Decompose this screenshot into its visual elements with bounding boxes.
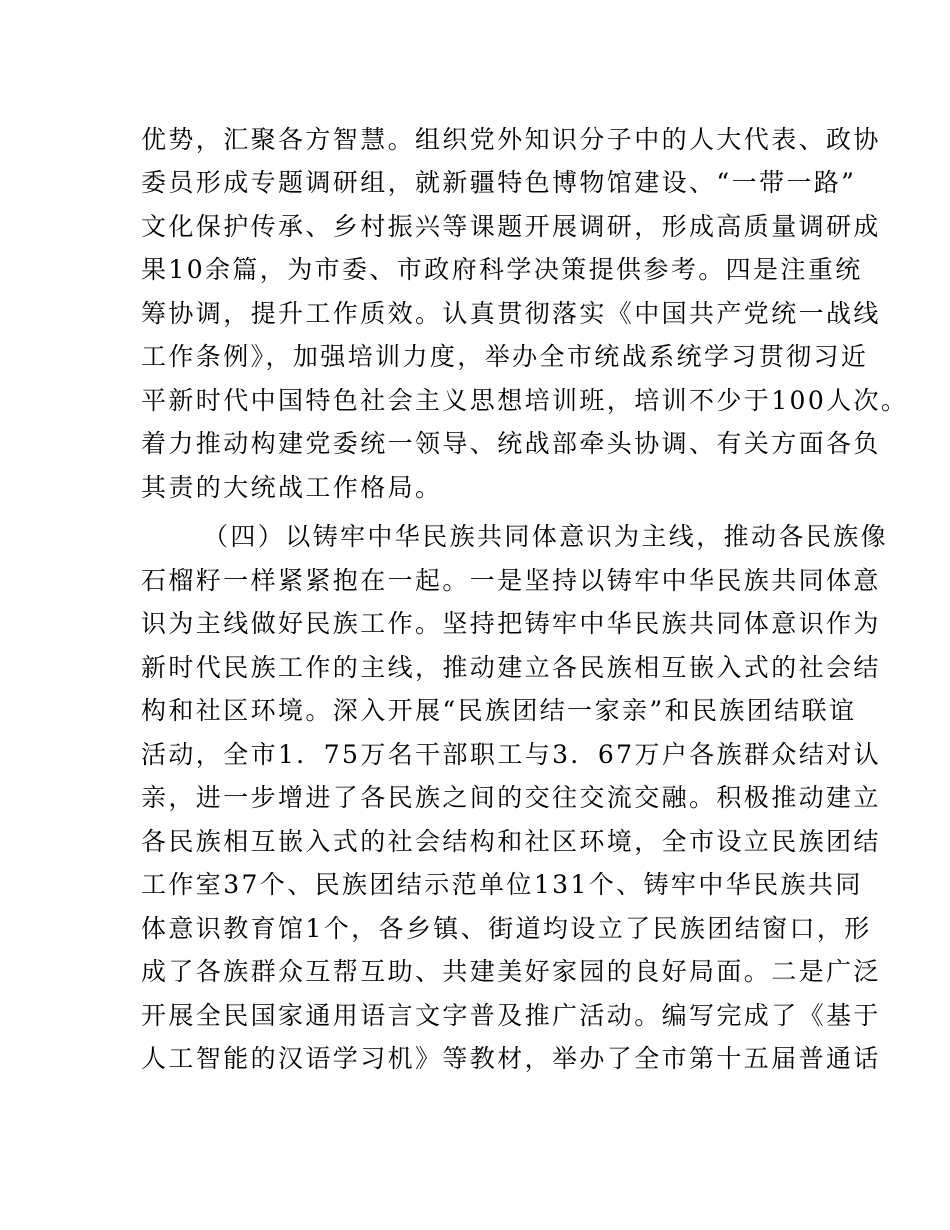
- paragraph-2-line: 人工智能的汉语学习机》等教材，举办了全市第十五届普通话: [141, 1044, 881, 1073]
- paragraph-1-line: 工作条例》，加强培训力度，举办全市统战系统学习贯彻习近: [141, 342, 869, 371]
- paragraph-1-line: 其责的大统战工作格局。: [141, 473, 443, 502]
- paragraph-1-line: 着力推动构建党委统一领导、统战部牵头协调、有关方面各负: [141, 429, 881, 458]
- paragraph-2-line: 各民族相互嵌入式的社会结构和社区环境，全市设立民族团结: [141, 827, 881, 856]
- paragraph-2-line: 新时代民族工作的主线，推动建立各民族相互嵌入式的社会结: [141, 653, 881, 682]
- paragraph-2-line: 亲，进一步增进了各民族之间的交往交流交融。积极推动建立: [141, 783, 881, 812]
- paragraph-2-line: 识为主线做好民族工作。坚持把铸牢中华民族共同体意识作为: [141, 609, 881, 638]
- paragraph-1-line: 委员形成专题调研组，就新疆特色博物馆建设、“一带一路”: [141, 168, 857, 197]
- paragraph-2-line: 石榴籽一样紧紧抱在一起。一是坚持以铸牢中华民族共同体意: [141, 566, 881, 595]
- paragraph-2-line: 成了各族群众互帮互助、共建美好家园的良好局面。二是广泛: [141, 957, 881, 986]
- paragraph-2-line: 体意识教育馆1个，各乡镇、街道均设立了民族团结窗口，形: [141, 914, 872, 943]
- paragraph-2-line: 开展全民国家通用语言文字普及推广活动。编写完成了《基于: [141, 1001, 881, 1030]
- paragraph-2-line: 活动，全市1．75万名干部职工与3．67万户各族群众结对认: [141, 740, 882, 769]
- paragraph-1-line: 优势，汇聚各方智慧。组织党外知识分子中的人大代表、政协: [141, 125, 881, 154]
- paragraph-1-line: 筹协调，提升工作质效。认真贯彻落实《中国共产党统一战线: [141, 299, 881, 328]
- paragraph-1-line: 果10余篇，为市委、市政府科学决策提供参考。四是注重统: [141, 255, 863, 284]
- paragraph-1-line: 平新时代中国特色社会主义思想培训班，培训不少于100人次。: [141, 386, 909, 415]
- paragraph-2-first-line: （四）以铸牢中华民族共同体意识为主线，推动各民族像: [203, 522, 889, 551]
- paragraph-1-line: 文化保护传承、乡村振兴等课题开展调研，形成高质量调研成: [141, 212, 881, 241]
- paragraph-2-line: 工作室37个、民族团结示范单位131个、铸牢中华民族共同: [141, 870, 863, 899]
- paragraph-2-line: 构和社区环境。深入开展“民族团结一家亲”和民族团结联谊: [141, 696, 857, 725]
